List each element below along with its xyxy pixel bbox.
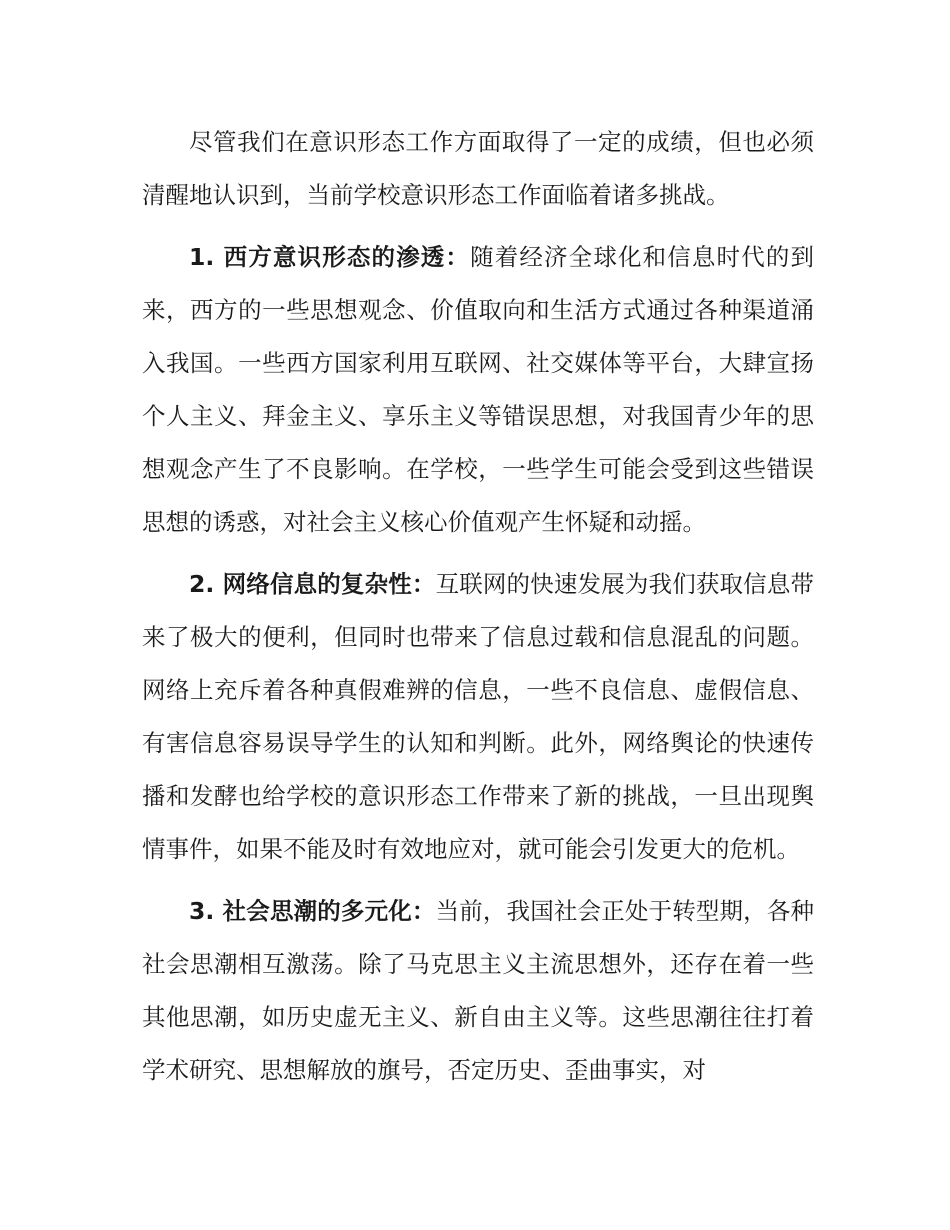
paragraph-heading: 3. 社会思潮的多元化： bbox=[189, 897, 436, 925]
paragraph-text: 当前，我国社会正处于转型期，各种社会思潮相互激荡。除了马克思主义主流思想外，还存在着一些其他思潮，如历史虚无主义、新自由主义等。这些思潮往往打着学术研究、思想解放的旗号，否定历史、歪曲事实，对 bbox=[142, 897, 814, 1084]
paragraph-text: 随着经济全球化和信息时代的到来，西方的一些思想观念、价值取向和生活方式通过各种渠道涌入我国。一些西方国家利用互联网、社交媒体等平台，大肆宣扬个人主义、拜金主义、享乐主义等错误思想，对我国青少年的思想观念产生了不良影响。在学校，一些学生可能会受到这些错误思想的诱惑，对社会主义核心价值观产生怀疑和动摇。 bbox=[142, 243, 814, 536]
paragraph-heading: 1. 西方意识形态的渗透： bbox=[189, 243, 471, 271]
paragraph-heading: 2. 网络信息的复杂性： bbox=[189, 570, 436, 598]
paragraph-text: 互联网的快速发展为我们获取信息带来了极大的便利，但同时也带来了信息过载和信息混乱的问题。网络上充斥着各种真假难辨的信息，一些不良信息、虚假信息、有害信息容易误导学生的认知和判断。此外，网络舆论的快速传播和发酵也给学校的意识形态工作带来了新的挑战，一旦出现舆情事件，如果不能及时有效地应对，就可能会引发更大的危机。 bbox=[142, 570, 814, 863]
paragraph-network-info bbox=[142, 558, 814, 876]
paragraph-text: 尽管我们在意识形态工作方面取得了一定的成绩，但也必须清醒地认识到，当前学校意识形态工作面临着诸多挑战。 bbox=[142, 128, 814, 209]
paragraph-social-trends bbox=[142, 885, 814, 1097]
paragraph-western-ideology bbox=[142, 231, 814, 549]
document-page bbox=[142, 116, 814, 1106]
paragraph-intro bbox=[142, 116, 814, 222]
